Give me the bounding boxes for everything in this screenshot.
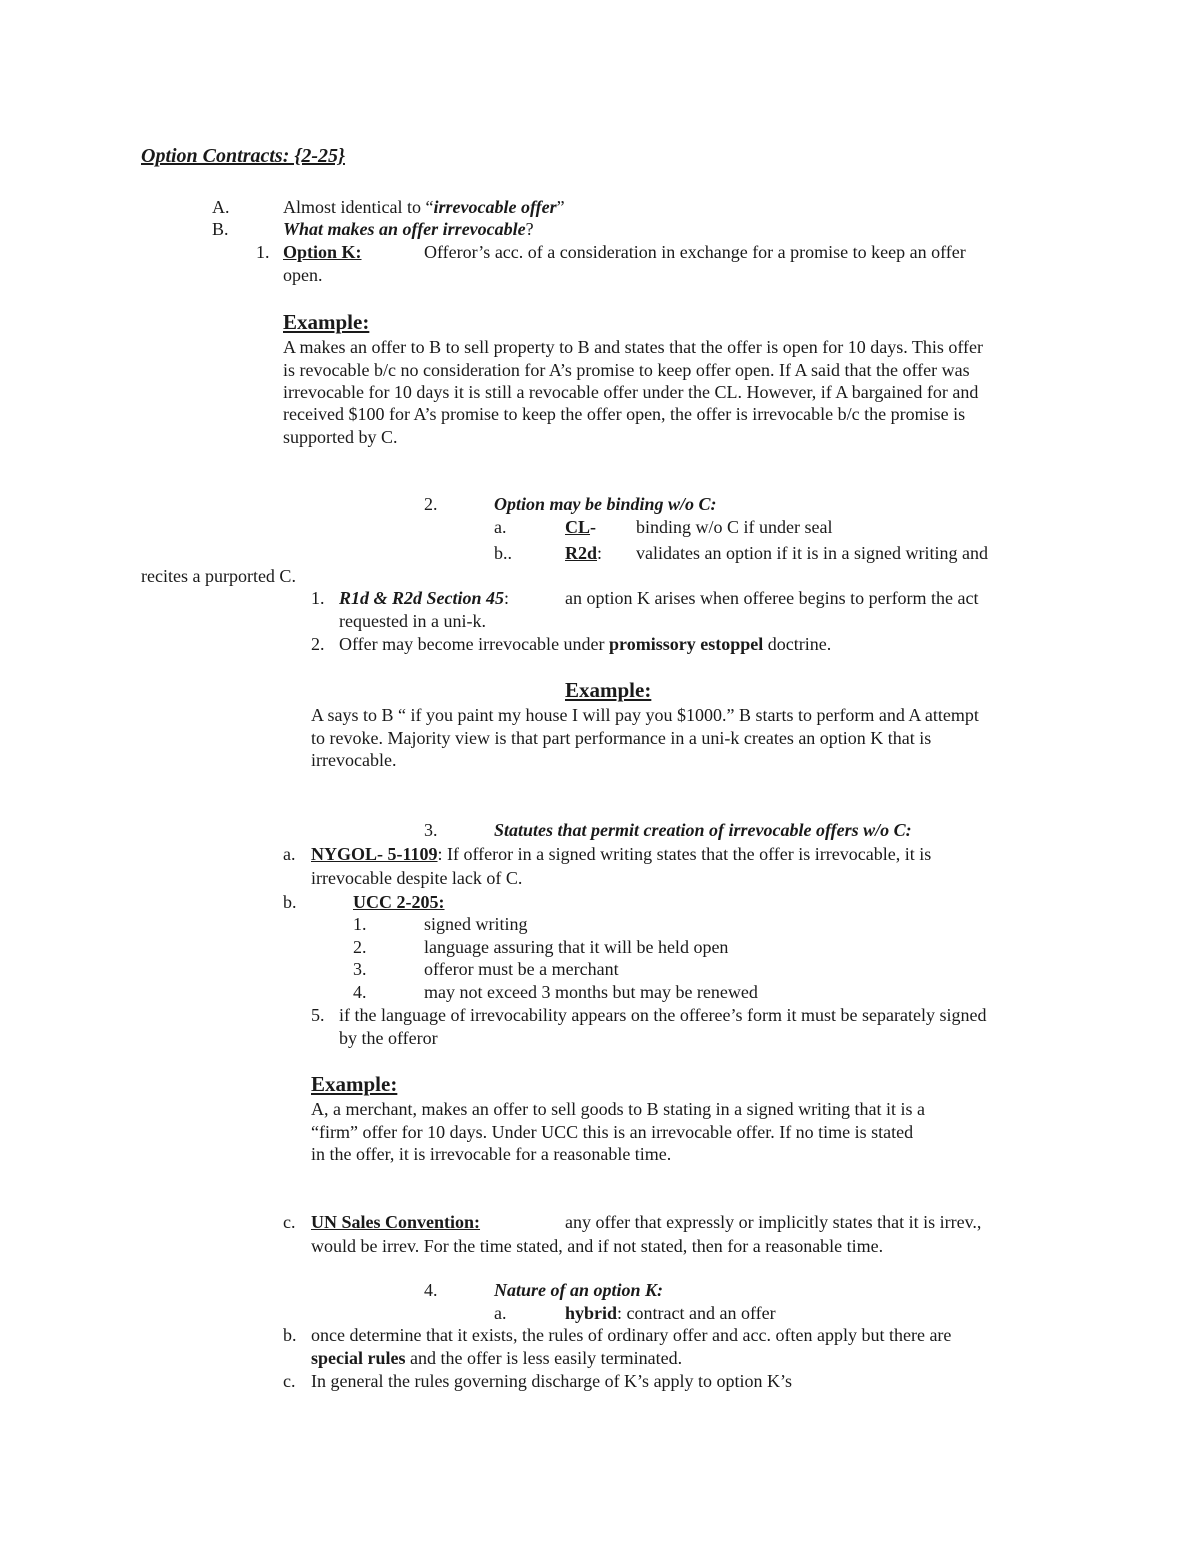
ucc-item5-line1: if the language of irrevocability appears on the offeree’s form it must be separately signed <box>339 1005 987 1025</box>
example-1-line: irrevocable for 10 days it is still a revocable offer under the CL. However, if A bargained for and <box>283 382 979 402</box>
item-2-num: 2. <box>424 494 438 514</box>
item-3b-term: UCC 2-205: <box>353 892 445 912</box>
item-3-num: 3. <box>424 820 438 840</box>
item-1-line1: Offeror’s acc. of a consideration in exchange for a promise to keep an offer <box>424 242 966 262</box>
example-1-line: supported by C. <box>283 427 398 447</box>
item-3b-label: b. <box>283 892 297 912</box>
item-2-sub1-line1: an option K arises when offeree begins to perform the act <box>565 588 979 608</box>
item-4c-label: c. <box>283 1371 296 1391</box>
example-1-line: is revocable b/c no consideration for A’s promise to keep offer open. If A said that the offer was <box>283 360 970 380</box>
item-a-text: Almost identical to “irrevocable offer” <box>283 197 565 217</box>
item-2b-term: R2d: <box>565 543 603 563</box>
example-2-line: to revoke. Majority view is that part performance in a uni-k creates an option K that is <box>311 728 932 748</box>
item-4c-text: In general the rules governing discharge of K’s apply to option K’s <box>311 1371 793 1391</box>
item-3-heading: Statutes that permit creation of irrevocable offers w/o C: <box>494 820 912 840</box>
item-2a-text: binding w/o C if under seal <box>636 517 833 537</box>
item-1-line2: open. <box>283 265 323 285</box>
item-3c-label: c. <box>283 1212 296 1232</box>
item-a-label: A. <box>212 197 230 217</box>
ucc-item-text: offeror must be a merchant <box>424 959 619 979</box>
item-4b-line1: once determine that it exists, the rules of ordinary offer and acc. often apply but there are <box>311 1325 952 1345</box>
item-2-sub2-text: Offer may become irrevocable under promissory estoppel doctrine. <box>339 634 832 654</box>
ucc-item-text: signed writing <box>424 914 528 934</box>
item-2a-term: CL- <box>565 517 597 537</box>
example-1-heading: Example: <box>283 310 370 334</box>
example-3-heading: Example: <box>311 1072 398 1096</box>
ucc-item-num: 4. <box>353 982 367 1002</box>
ucc-item-text: may not exceed 3 months but may be renewed <box>424 982 758 1002</box>
item-4b-line2: special rules and the offer is less easily terminated. <box>311 1348 683 1368</box>
item-4a-text: hybrid: contract and an offer <box>565 1303 776 1323</box>
item-4b-label: b. <box>283 1325 297 1345</box>
item-4-heading: Nature of an option K: <box>494 1280 664 1300</box>
item-4a-label: a. <box>494 1303 507 1323</box>
item-3c-line1: any offer that expressly or implicitly states that it is irrev., <box>565 1212 982 1232</box>
item-b-text: What makes an offer irrevocable? <box>283 219 534 239</box>
item-3a-line2: irrevocable despite lack of C. <box>311 868 523 888</box>
item-2-sub1-line2: requested in a uni-k. <box>339 611 486 631</box>
item-2-sub1-term: R1d & R2d Section 45: <box>339 588 510 608</box>
item-3a-label: a. <box>283 844 296 864</box>
example-2-line: irrevocable. <box>311 750 397 770</box>
item-3c-term: UN Sales Convention: <box>311 1212 481 1232</box>
ucc-item-num: 2. <box>353 937 367 957</box>
example-2-heading: Example: <box>565 678 652 702</box>
page-title: Option Contracts: {2-25} <box>141 145 345 167</box>
item-b-label: B. <box>212 219 229 239</box>
example-3-line: A, a merchant, makes an offer to sell goods to B stating in a signed writing that it is a <box>311 1099 926 1119</box>
example-2-line: A says to B “ if you paint my house I will pay you $1000.” B starts to perform and A attempt <box>311 705 979 725</box>
item-2b-text: validates an option if it is in a signed writing and <box>636 543 988 563</box>
item-2-heading: Option may be binding w/o C: <box>494 494 717 514</box>
example-1-line: received $100 for A’s promise to keep the offer open, the offer is irrevocable b/c the promise is <box>283 404 966 424</box>
example-3-line: in the offer, it is irrevocable for a reasonable time. <box>311 1144 672 1164</box>
ucc-item-text: language assuring that it will be held open <box>424 937 729 957</box>
item-2b-continuation: recites a purported C. <box>141 566 296 586</box>
ucc-item-num: 3. <box>353 959 367 979</box>
item-3c-line2: would be irrev. For the time stated, and if not stated, then for a reasonable time. <box>311 1236 884 1256</box>
item-1-num: 1. <box>256 242 270 262</box>
item-1-term: Option K: <box>283 242 362 262</box>
ucc-item-num: 1. <box>353 914 367 934</box>
item-2-sub2-num: 2. <box>311 634 325 654</box>
item-3a-line1: NYGOL- 5-1109: If offeror in a signed writing states that the offer is irrevocable, it is <box>311 844 932 864</box>
ucc-item5-line2: by the offeror <box>339 1028 438 1048</box>
example-3-line: “firm” offer for 10 days. Under UCC this is an irrevocable offer. If no time is stated <box>311 1122 914 1142</box>
item-4-num: 4. <box>424 1280 438 1300</box>
item-2a-label: a. <box>494 517 507 537</box>
item-2-sub1-num: 1. <box>311 588 325 608</box>
item-2b-label: b.. <box>494 543 512 563</box>
example-1-line: A makes an offer to B to sell property to B and states that the offer is open for 10 days. This offer <box>283 337 984 357</box>
ucc-item5-num: 5. <box>311 1005 325 1025</box>
